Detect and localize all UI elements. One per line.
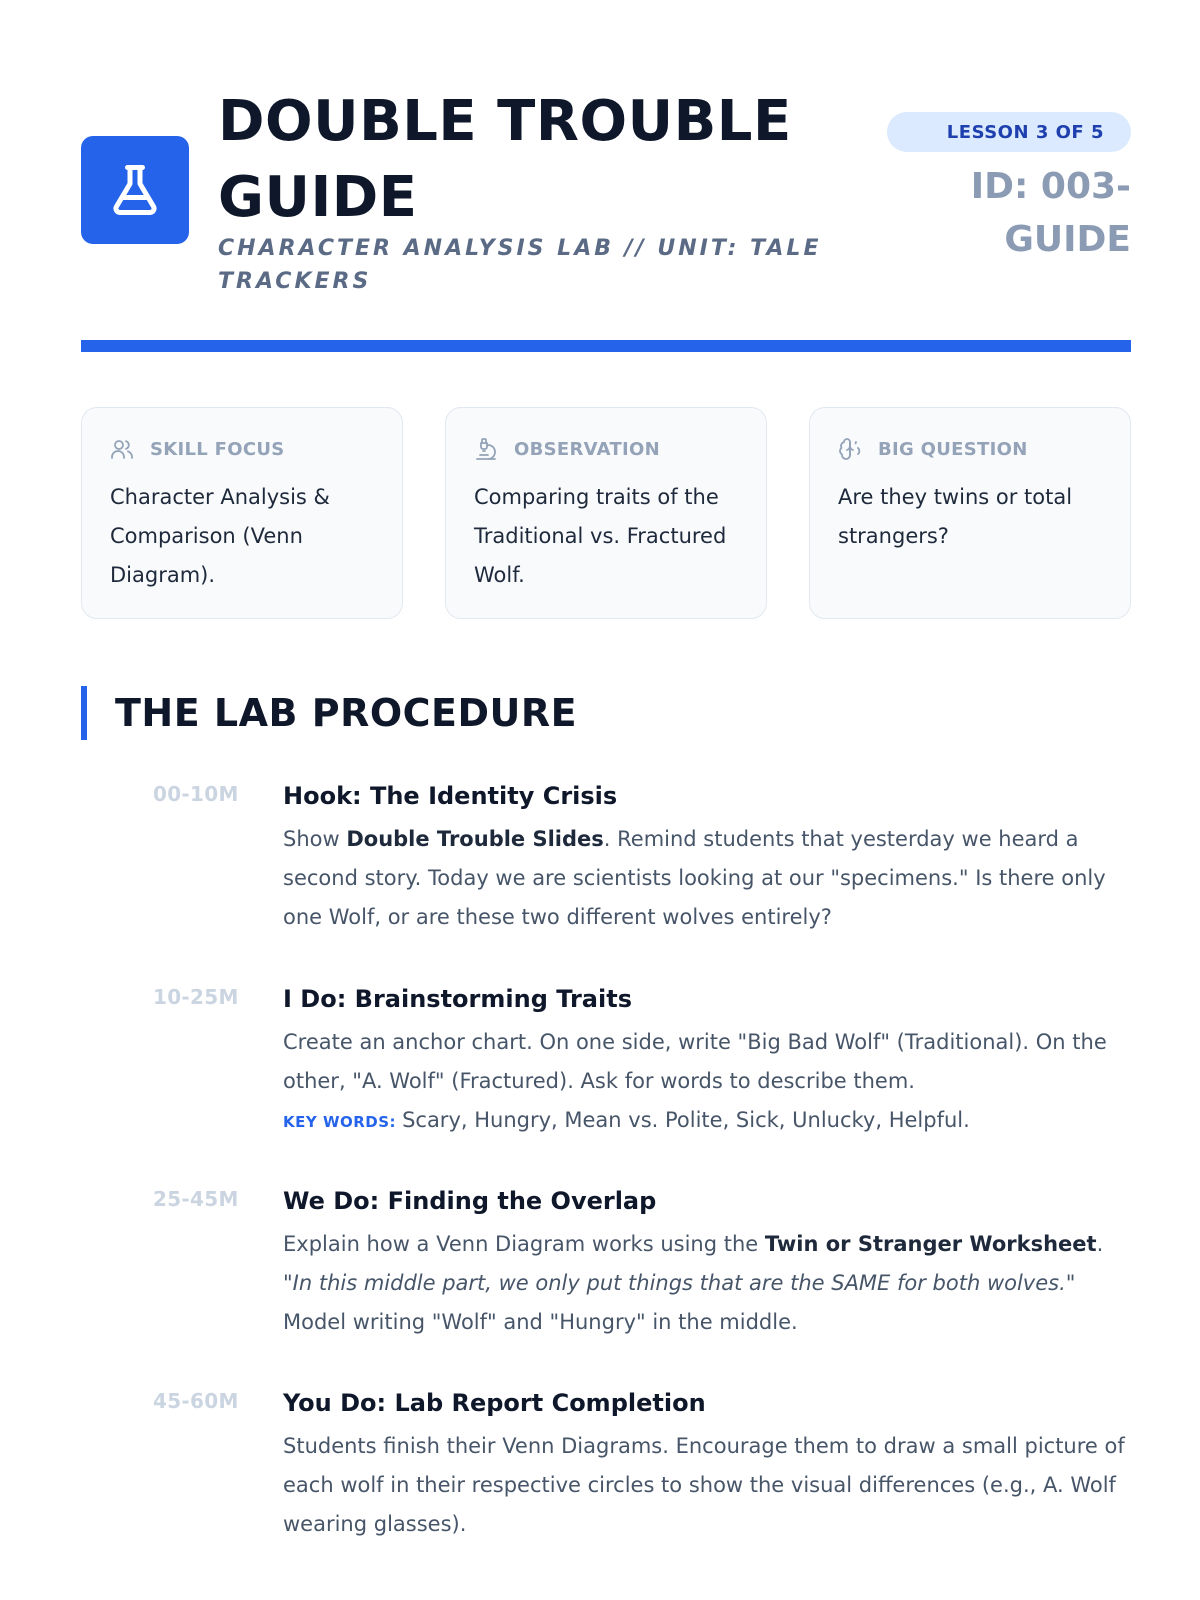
step-title: I Do: Brainstorming Traits <box>283 985 632 1013</box>
key-words: Scary, Hungry, Mean vs. Polite, Sick, Unlucky, Helpful. <box>402 1108 970 1132</box>
card-text: Are they twins or total strangers? <box>838 485 1073 548</box>
section-title: THE LAB PROCEDURE <box>81 686 577 740</box>
card-big-question <box>809 407 1131 619</box>
card-label: SKILL FOCUS <box>150 438 285 460</box>
resource-name: Twin or Stranger Worksheet <box>764 1232 1097 1256</box>
step-text: Students finish their Venn Diagrams. Encourage them to draw a small picture of each wolf in their respective circles to show the visual differences (e.g., A. Wolf wearing glasses). <box>283 1434 1125 1536</box>
info-cards <box>81 407 1131 619</box>
brain-icon <box>838 437 862 461</box>
step-time: 25-45M <box>153 1187 239 1211</box>
flask-icon <box>105 160 165 220</box>
step-title: We Do: Finding the Overlap <box>283 1187 657 1215</box>
header-divider <box>81 340 1131 352</box>
document-id: ID: 003-GUIDE <box>970 166 1131 260</box>
card-label: OBSERVATION <box>514 438 661 460</box>
card-text: Comparing traits of the Traditional vs. Fractured Wolf. <box>474 485 727 587</box>
step-text: Create an anchor chart. On one side, write "Big Bad Wolf" (Traditional). On the other, "A. Wolf" (Fractured). Ask for words to describe them. KEY WORDS: Scary, Hungry, Mean vs. Polite, Sick, Unlucky, Helpful. <box>283 1030 1107 1132</box>
key-words-label: KEY WORDS: <box>283 1113 397 1131</box>
step-text: Explain how a Venn Diagram works using the Twin or Stranger Worksheet. "In this middle part, we only put things that are the SAME for both wolves." Model writing "Wolf" and "Hungry" in the middle. <box>283 1225 1131 1342</box>
users-icon <box>110 437 134 461</box>
page-subtitle: CHARACTER ANALYSIS LAB // UNIT: TALE TRACKERS <box>218 236 822 294</box>
page-title: DOUBLE TROUBLE GUIDE <box>218 89 792 230</box>
teacher-quote: "In this middle part, we only put things that are the SAME for both wolves." <box>283 1271 1076 1295</box>
card-observation <box>445 407 767 619</box>
step-title: You Do: Lab Report Completion <box>283 1389 706 1417</box>
step-time: 10-25M <box>153 985 239 1009</box>
resource-name: Double Trouble Slides <box>346 827 604 851</box>
step-time: 00-10M <box>153 782 239 806</box>
logo <box>81 136 189 244</box>
step-text: Show Double Trouble Slides. Remind students that yesterday we heard a second story. Today we are scientists looking at our "specimens." Is there only one Wolf, or are these two different wolves entirely? <box>283 827 1106 929</box>
lesson-badge: LESSON 3 OF 5 <box>887 112 1131 152</box>
card-skill-focus <box>81 407 403 619</box>
step-time: 45-60M <box>153 1389 239 1413</box>
card-text: Character Analysis & Comparison (Venn Diagram). <box>110 485 330 587</box>
microscope-icon <box>474 437 498 461</box>
card-label: BIG QUESTION <box>878 438 1028 460</box>
step-title: Hook: The Identity Crisis <box>283 782 618 810</box>
header <box>81 84 1131 304</box>
